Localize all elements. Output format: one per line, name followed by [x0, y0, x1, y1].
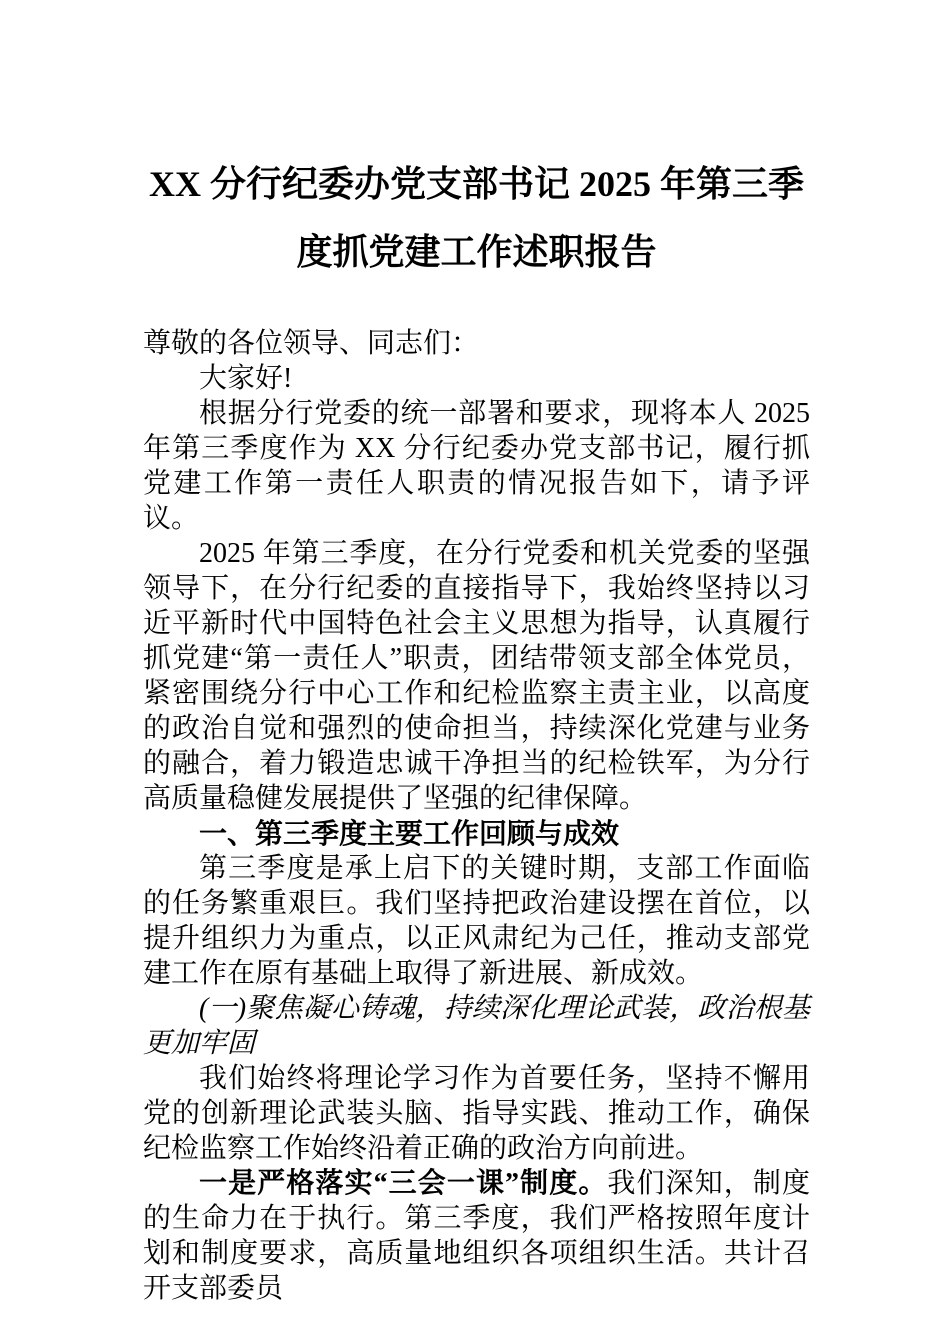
document-body: [143, 326, 810, 1306]
section-1-heading: 一、第三季度主要工作回顾与成效: [199, 818, 620, 849]
greeting-paragraph: 大家好!: [199, 363, 293, 394]
subsection-1-heading: (一)聚焦凝心铸魂，持续深化理论武装，政治根基更加牢固: [143, 993, 810, 1059]
title-line-2: 度抓党建工作述职报告: [296, 232, 657, 272]
paragraph-report-basis: 根据分行党委的统一部署和要求，现将本人 2025 年第三季度作为 XX 分行纪委办党支部书记，履行抓党建工作第一责任人职责的情况报告如下，请予评议。: [143, 398, 810, 534]
salutation: 尊敬的各位领导、同志们：: [143, 328, 480, 359]
document-title: [143, 150, 810, 286]
document-content: [143, 150, 810, 1306]
title-line-1: XX 分行纪委办党支部书记 2025 年第三季: [149, 164, 804, 204]
paragraph-quarter-overview: 2025 年第三季度，在分行党委和机关党委的坚强领导下，在分行纪委的直接指导下，我始终坚持以习近平新时代中国特色社会主义思想为指导，认真履行抓党建“第一责任人”职责，团结带领支部全体党员，紧密围绕分行中心工作和纪检监察主责主业，以高度的政治自觉和强烈的使命担当，持续深化党建与业务的融合，着力锻造忠诚干净担当的纪检铁军，为分行高质量稳健发展提供了坚强的纪律保障。: [143, 538, 810, 814]
point-1-lead: 一是严格落实“三会一课”制度。: [199, 1168, 608, 1199]
paragraph-section-1-intro: 第三季度是承上启下的关键时期，支部工作面临的任务繁重艰巨。我们坚持把政治建设摆在首位，以提升组织力为重点，以正风肃纪为己任，推动支部党建工作在原有基础上取得了新进展、新成效。: [143, 853, 810, 989]
point-1-paragraph: [143, 1166, 810, 1306]
paragraph-theory-study: 我们始终将理论学习作为首要任务，坚持不懈用党的创新理论武装头脑、指导实践、推动工作，确保纪检监察工作始终沿着正确的政治方向前进。: [143, 1063, 810, 1164]
point-1-rest: 我们深知，制度的生命力在于执行。第三季度，我们严格按照年度计划和制度要求，高质量地组织各项组织生活。共计召开支部委员: [143, 1168, 810, 1304]
